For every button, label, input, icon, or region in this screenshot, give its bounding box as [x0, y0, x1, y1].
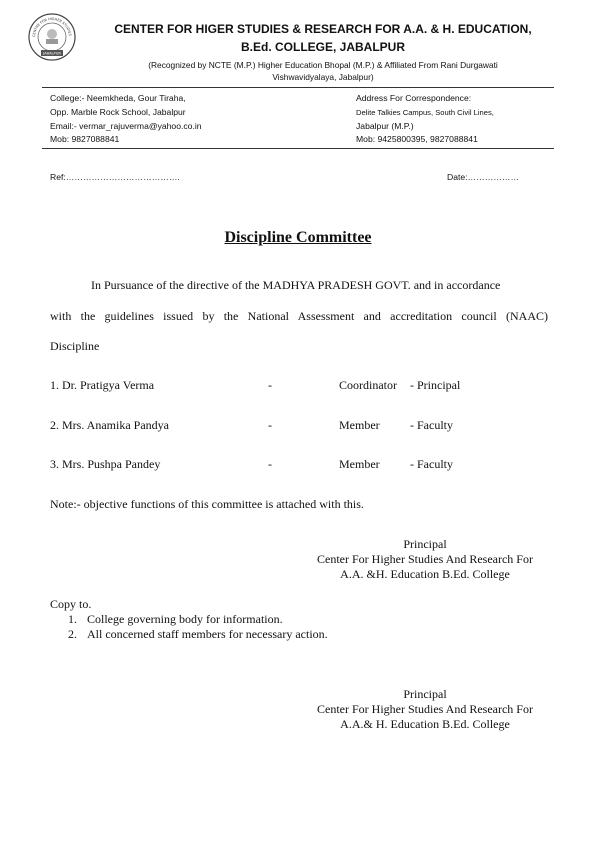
- recognition-line1: (Recognized by NCTE (M.P.) Higher Education Bhopal (M.P.) & Affiliated From Rani Durgawati: [148, 60, 498, 70]
- contact-right-line3: Jabalpur (M.P.): [356, 121, 414, 131]
- signature-title: Principal: [403, 537, 447, 551]
- header-rule-bottom: [42, 148, 554, 149]
- signature-title: Principal: [403, 687, 447, 701]
- copy-to-heading: Copy to.: [50, 597, 92, 611]
- contact-left-line2: Opp. Marble Rock School, Jabalpur: [50, 107, 186, 117]
- institution-title-line1: CENTER FOR HIGER STUDIES & RESEARCH FOR A.A. & H. EDUCATION,: [114, 22, 532, 36]
- copy-to-item-number: 1.: [68, 612, 77, 626]
- contact-right-mobile: Mob: 9425800395, 9827088841: [356, 134, 478, 144]
- member-dept: - Principal: [410, 378, 461, 392]
- paragraph-line1: In Pursuance of the directive of the MADHYA PRADESH GOVT. and in accordance: [91, 278, 501, 292]
- paragraph-line3: Discipline: [50, 339, 100, 353]
- contact-left-email: Email:- vermar_rajuverma@yahoo.co.in: [50, 121, 202, 131]
- note-text: Note:- objective functions of this committee is attached with this.: [50, 497, 364, 511]
- copy-to-item-text: All concerned staff members for necessary action.: [87, 627, 328, 641]
- college-logo: [27, 12, 77, 62]
- copy-to-item-text: College governing body for information.: [87, 612, 283, 626]
- signature-line2: Center For Higher Studies And Research For: [317, 702, 533, 716]
- member-role: Member: [339, 457, 380, 471]
- document-title: Discipline Committee: [224, 229, 372, 246]
- contact-right-heading: Address For Correspondence:: [356, 93, 472, 103]
- signature-line2: Center For Higher Studies And Research For: [317, 552, 533, 566]
- contact-left-line1: College:- Neemkheda, Gour Tiraha,: [50, 93, 186, 103]
- member-dept: - Faculty: [410, 418, 453, 432]
- member-role: Coordinator: [339, 378, 397, 392]
- header-rule-top: [42, 87, 554, 88]
- member-dept: - Faculty: [410, 457, 453, 471]
- contact-right-line2: Delite Talkies Campus, South Civil Lines,: [356, 108, 494, 117]
- member-dash: -: [268, 378, 272, 392]
- member-name: 1. Dr. Pratigya Verma: [50, 378, 155, 392]
- member-dash: -: [268, 418, 272, 432]
- logo-banner-text: JABALPUR: [43, 51, 61, 56]
- member-name: 3. Mrs. Pushpa Pandey: [50, 457, 161, 471]
- date-field: Date:………………: [447, 172, 520, 182]
- recognition-line2: Vishwavidyalaya, Jabalpur): [272, 72, 374, 82]
- member-dash: -: [268, 457, 272, 471]
- institution-title-line2: B.Ed. COLLEGE, JABALPUR: [240, 40, 405, 54]
- logo-ring-text: CENTRE FOR HIGHER STUDIES: [31, 16, 72, 38]
- paragraph-line2: with the guidelines issued by the National Assessment and accreditation council (NAAC): [50, 309, 548, 323]
- signature-line3: A.A.& H. Education B.Ed. College: [340, 717, 510, 731]
- ref-field: Ref:………………………………….: [50, 172, 180, 182]
- signature-line3: A.A. &H. Education B.Ed. College: [340, 567, 510, 581]
- contact-left-mobile: Mob: 9827088841: [50, 134, 120, 144]
- copy-to-item-number: 2.: [68, 627, 77, 641]
- member-role: Member: [339, 418, 380, 432]
- member-name: 2. Mrs. Anamika Pandya: [50, 418, 169, 432]
